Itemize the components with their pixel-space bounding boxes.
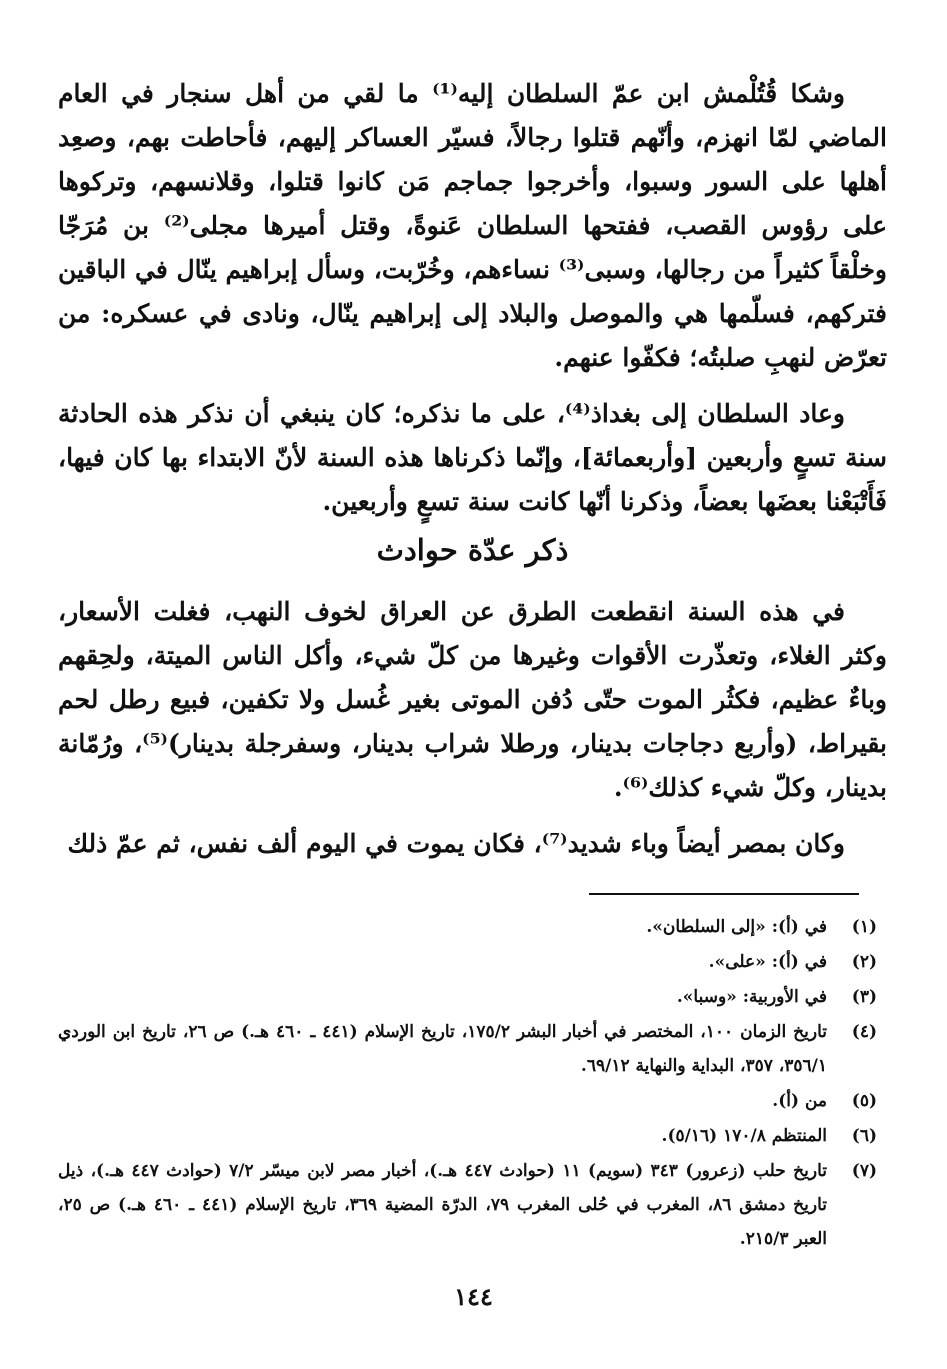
footnote-number: (٥) bbox=[851, 1091, 877, 1111]
footnote-text: في (أ): «على». bbox=[708, 952, 827, 972]
footnote-item bbox=[58, 1119, 889, 1153]
footnotes bbox=[58, 910, 889, 1257]
footnote-number: (١) bbox=[851, 917, 877, 937]
footnote-number: (٢) bbox=[851, 952, 877, 972]
footnote-number: (٤) bbox=[851, 1022, 877, 1042]
footnote-text: تاريخ حلب (زعرور) ٣٤٣ (سويم) ١١ (حوادث ٤٤٧ هـ.)، أخبار مصر لابن ميسّر ٧/٢ (حوادث ٤٤٧ هـ.)، ذيل تاريخ دمشق ٨٦، المغرب في حُلى المغرب ٧٩، الدرّة المضية ٣٦٩، تاريخ الإسلام (٤٤١ ـ ٤٦٠ هـ.) ص ٢٥، العبر ٢١٥/٣. bbox=[58, 1161, 827, 1249]
footnote-text: تاريخ الزمان ١٠٠، المختصر في أخبار البشر ١٧٥/٢، تاريخ الإسلام (٤٤١ ـ ٤٦٠ هـ.) ص ٢٦، تاريخ ابن الوردي ٣٥٦/١، ٣٥٧، البداية والنهاية ٦٩/١٢. bbox=[58, 1022, 827, 1076]
footnote-number: (٧) bbox=[851, 1161, 877, 1181]
footnote-text: في (أ): «إلى السلطان». bbox=[646, 917, 827, 937]
page-number: ١٤٤ bbox=[454, 1282, 493, 1311]
footnote-text: من (أ). bbox=[772, 1091, 827, 1111]
footnote-item bbox=[58, 1084, 889, 1118]
footnote-item bbox=[58, 1015, 889, 1083]
footnote-number: (٣) bbox=[851, 987, 877, 1007]
footnote-divider bbox=[589, 893, 859, 895]
footnote-text: في الأوربية: «وسبا». bbox=[676, 987, 827, 1007]
paragraph-sinjar: وشكا قُتُلْمش ابن عمّ السلطان إليه⁽¹⁾ ما لقي من أهل سنجار في العام الماضي لمّا انهزم، وأنّهم قتلوا رجالاً، فسيّر العساكر إليهم، فأحاطت بهم، وصعِد أهلها على السور وسبوا، وأخرجوا جماجم مَن كانوا قتلوا، وقلانسهم، وتركوها على رؤوس القصب، ففتحها السلطان عَنوةً، وقتل أميرها مجلى⁽²⁾ بن مُرَجّا وخلْقاً كثيراً من رجالها، وسبى⁽³⁾ نساءهم، وخُرّبت، وسأل إبراهيم ينّال في الباقين فتركهم، فسلّمها هي والموصل والبلاد إلى إبراهيم ينّال، ونادى في عسكره: من تعرّض لنهبِ صلبتُه؛ فكفّوا عنهم. bbox=[58, 79, 887, 372]
footnote-item bbox=[58, 1154, 889, 1256]
footnote-item bbox=[58, 945, 889, 979]
footnote-number: (٦) bbox=[851, 1126, 877, 1146]
section-heading: ذكر عدّة حوادث bbox=[376, 533, 569, 567]
paragraph-baghdad-return: وعاد السلطان إلى بغداذ⁽⁴⁾، على ما نذكره؛ كان ينبغي أن نذكر هذه الحادثة سنة تسعٍ وأربعين [وأربعمائة]، وإنّما ذكرناها هذه السنة لأنّ الابتداء بها كان فيها، فَأَتْبَعْنا بعضَها بعضاً، وذكرنا أنّها كانت سنة تسعٍ وأربعين. bbox=[58, 399, 887, 516]
paragraph-famine: في هذه السنة انقطعت الطرق عن العراق لخوف النهب، فغلت الأسعار، وكثر الغلاء، وتعذّرت الأقوات وغيرها من كلّ شيء، وأكل الناس الميتة، ولحِقهم وباءٌ عظيم، فكثُر الموت حتّى دُفن الموتى بغير غُسل ولا تكفين، فبيع رطل لحم بقيراط، (وأربع دجاجات بدينار، ورطلا شراب بدينار، وسفرجلة بدينار)⁽⁵⁾، ورُمّانة بدينار، وكلّ شيء كذلك⁽⁶⁾. bbox=[58, 597, 887, 802]
footnote-text: المنتظم ١٧٠/٨ (٥/١٦). bbox=[661, 1126, 827, 1146]
paragraph-egypt-plague: وكان بمصر أيضاً وباء شديد⁽⁷⁾، فكان يموت في اليوم ألف نفس، ثم عمّ ذلك bbox=[67, 829, 845, 858]
footnote-item bbox=[58, 910, 889, 944]
footnote-item bbox=[58, 980, 889, 1014]
